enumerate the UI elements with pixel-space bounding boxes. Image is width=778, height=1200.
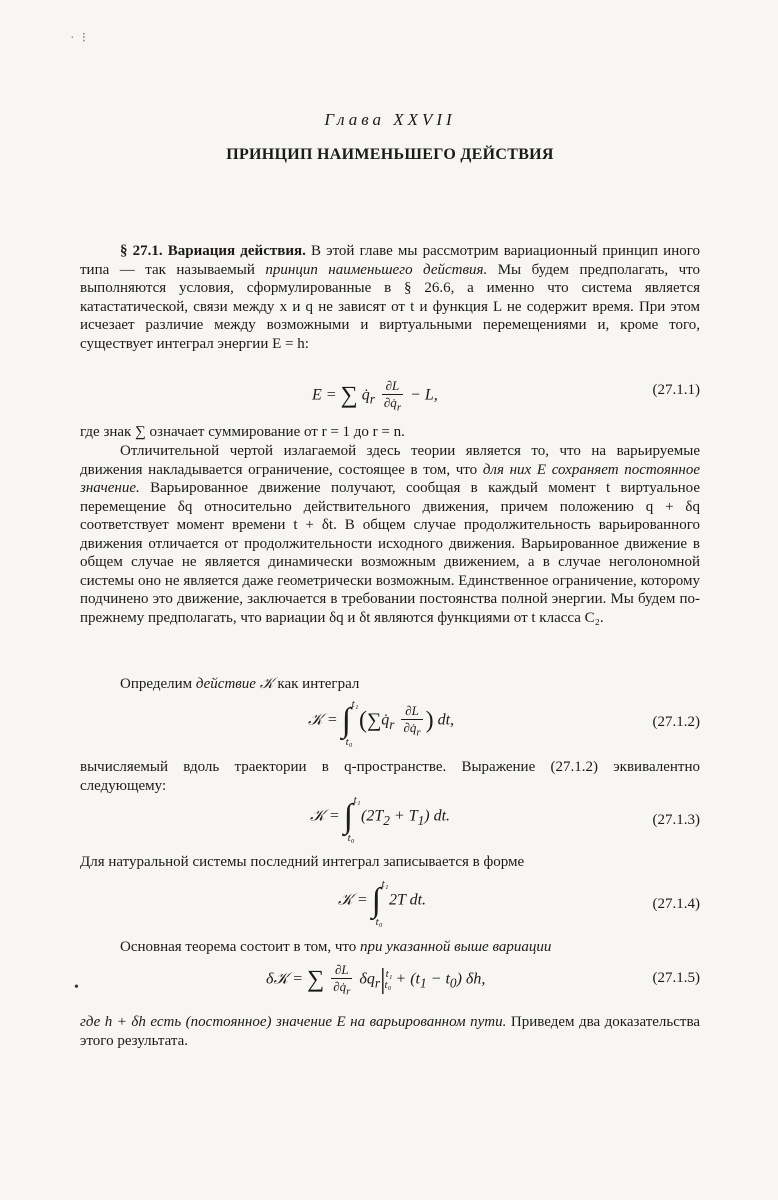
paragraph-text: Варьированное движение получают, сообщая в каждый момент t виртуальное перемещение δq относительно действительного движения, причем положению q + δq соответствует момент времени t + δt. В общем случае продолжительность варьированного движения отличается от продолжительности исходного движения. Варьированное движение в общем случае не является динамически возможным движением, а в случае неголономной системы оно не является даже геометрически возможным. Единственное ограничение, которому подчинено это движение, заключается в требовании постоянства полной энергии. Мы будем по-прежнему предполагать, что вариации δq и δt являются функциями от t класса C₂. — [80, 480, 700, 626]
book-page — [80, 0, 700, 1200]
paragraph-text: Мы будем предполагать, что выполняются условия, сформулированные в § 26.6, а именно что система является катастатической, связи между x и q не зависят от t и функция L не содержит время. При этом исчезает различие между возможными и виртуальными перемещениями и, кроме того, существует интеграл энергии E = h: — [80, 261, 701, 352]
equation-27-1-1 — [80, 372, 700, 422]
scan-mark: · ⁝ — [70, 31, 87, 46]
paragraph-text: Отличительной чертой излагаемой здесь теории является то, что на варьируемые движения накладывается ограничение, состоящее в том, что — [80, 443, 700, 478]
paragraph-text: В этой главе мы рассмотрим вариационный принцип иного типа — так называемый — [80, 243, 700, 278]
equation-body: 𝒦 = ∫ t₁ t₀ $(2T_2 + T_1)$ dt. — [310, 794, 451, 844]
paragraph-variation — [80, 442, 700, 627]
equation-number: (27.1.1) — [652, 382, 700, 398]
paragraph-natural-system: Для натуральной системы последний интеграл записывается в форме — [80, 854, 525, 870]
paragraph-conclusion — [80, 1013, 700, 1050]
equation-body: E = ∑ $q̇_r$ $\frac{\partial L}{\partial q̇_r}$ − L, — [312, 378, 438, 414]
scan-mark: • — [74, 980, 79, 995]
chapter-title: ПРИНЦИП НАИМЕНЬШЕГО ДЕЙСТВИЯ — [226, 146, 554, 163]
equation-number: (27.1.5) — [652, 970, 700, 986]
paragraph-emphasis: для них E сохраняет постоянное значение. — [80, 461, 701, 496]
paragraph-main-theorem — [80, 938, 700, 957]
paragraph-emphasis: действие 𝒦 — [195, 676, 274, 692]
paragraph-action-def — [80, 675, 700, 694]
equation-body: 𝒦 = ∫ t₁ t₀ ($\sum q̇_r$ $\frac{\partial L}{\partial q̇_r}$ ) dt, — [308, 698, 455, 748]
section-heading: Вариация действия. — [167, 243, 306, 259]
equation-27-1-2 — [80, 698, 700, 756]
paragraph-intro — [80, 242, 700, 353]
equation-number: (27.1.3) — [652, 812, 700, 828]
equation-27-1-3 — [80, 794, 700, 850]
equation-number: (27.1.4) — [652, 896, 700, 912]
paragraph-emphasis: где h + δh есть (постоянное) значение E на варьированном пути. — [80, 1014, 507, 1030]
paragraph-sum-note: где знак ∑ означает суммирование от r = 1 до r = n. — [80, 424, 405, 440]
section-number: § 27.1. — [120, 243, 163, 259]
paragraph-text: как интеграл — [277, 676, 360, 692]
paragraph-text: Основная теорема состоит в том, что — [120, 939, 357, 955]
paragraph-emphasis: принцип наименьшего действия. — [265, 261, 488, 278]
paragraph-emphasis: при указанной выше вариации — [360, 939, 552, 955]
paragraph-text: Определим — [120, 676, 193, 692]
equation-27-1-4 — [80, 878, 700, 934]
chapter-label: Глава XXVII — [324, 110, 456, 129]
paragraph-equivalent: вычисляемый вдоль траектории в q-пространстве. Выражение (27.1.2) эквивалентно следующему: — [80, 759, 700, 794]
equation-27-1-5 — [80, 958, 700, 1010]
equation-body: 𝒦 = ∫ t₁ t₀ 2T dt. — [338, 878, 427, 928]
equation-body: δ𝒦 = ∑ $\frac{\partial L}{\partial q̇_r}$ $\delta q_r|^{t_1}_{t_0} + (t_1 - t_0)$ δh, — [266, 962, 486, 998]
paragraph-text: Приведем два доказательства этого результата. — [80, 1014, 701, 1049]
equation-number: (27.1.2) — [652, 714, 700, 730]
